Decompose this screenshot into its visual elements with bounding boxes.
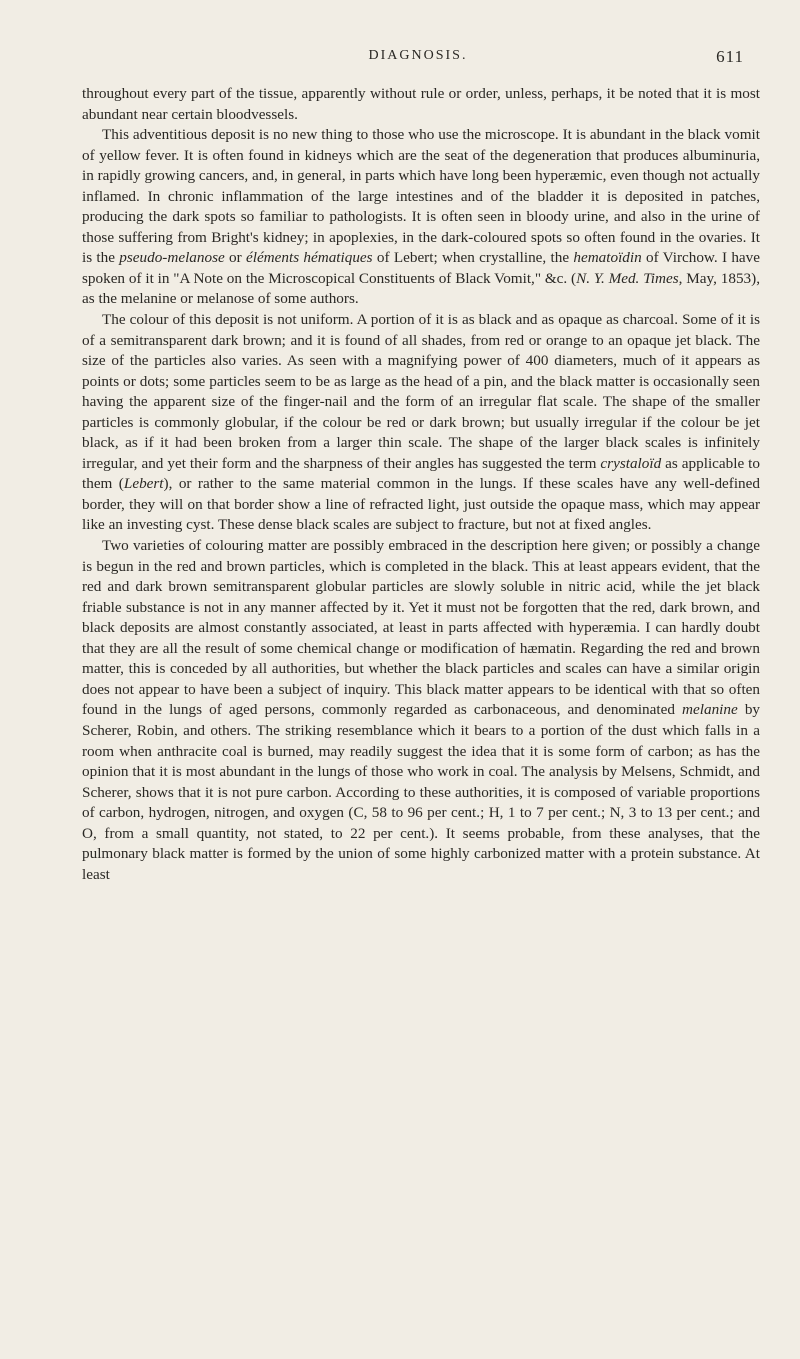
italic-citation: Lebert [123,475,164,493]
paragraph-continued [82,84,760,125]
running-head: DIAGNOSIS. [368,48,468,63]
text-run: by Scherer, Robin, and others. The striking resemblance which it bears to a portion of the dust which falls in a room when anthracite coal is burned, may readily suggest the idea that it is some form of carbon; as has the opinion that it is most abundant in the lungs of those who work in coal. The analysis by Melsens, Schmidt, and Scherer, shows that it is not pure carbon. According to these authorities, it is composed of variable proportions of carbon, hydrogen, nitrogen, and oxygen (C, 58 to 96 per cent.; H, 1 to 7 per cent.; N, 3 to 13 per cent.; and O, from a small quantity, not stated, to 22 per cent.). It seems probable, from these analyses, that the pulmonary black matter is formed by the union of some highly carbonized matter with a protein substance. At least [82,701,761,883]
page-header [82,48,754,70]
text-run: or [224,249,246,267]
text-run: Two varieties of colouring matter are possibly embraced in the description here given; or possibly a change is begun in the red and brown particles, which is completed in the black. This at least appears evident, that the red and dark brown semitransparent globular particles are slowly soluble in nitric acid, while the jet black friable substance is not in any manner affected by it. Yet it must not be forgotten that the red, dark brown, and black deposits are almost constantly associated, at least in parts affected with hyperæmia. I can hardly doubt that they are all the result of some chemical change or modification of hæmatin. Regarding the red and brown matter, this is conceded by all authorities, but whether the black particles and scales can have a similar origin does not appear to have been a subject of inquiry. This black matter appears to be identical with that so often found in the lungs of aged persons, commonly regarded as carbonaceous, and denominated [82,537,760,719]
italic-term: pseudo-melanose [119,249,225,267]
italic-term: crystaloïd [600,454,662,472]
text-run: , May, 1853), as the melanine or melanose of some authors. [82,269,760,308]
italic-term: éléments hématiques [245,249,373,267]
text-run: of Lebert; when crystalline, the [372,249,574,267]
italic-citation: N. Y. Med. Times [576,269,679,287]
text-run: throughout every part of the tissue, apparently without rule or order, unless, perhaps, it be noted that it is most abundant near certain bloodvessels. [82,85,760,123]
text-run: The colour of this deposit is not uniform. A portion of it is as black and as opaque as charcoal. Some of it is of a semitransparent dark brown; and it is found of all shades, from red or orange to an opaque jet black. The size of the particles also varies. As seen with a magnifying power of 400 diameters, much of it appears as points or dots; some particles seem to be as large as the head of a pin, and the black matter is occasionally seen having the apparent size of the finger-nail and the form of an irregular flat scale. The shape of the smaller particles is commonly globular, if the colour be red or dark brown; but usually irregular if the colour be jet black, as if it had been broken from a larger thin scale. The shape of the larger black scales is infinitely irregular, and yet their form and the sharpness of their angles has suggested the term [82,311,760,472]
italic-term: hematoïdin [573,249,642,267]
text-run: ), or rather to the same material common in the lungs. If these scales have any well-defined border, they will on that border show a line of refracted light, just outside the opaque mass, which may appear like an investing cyst. These dense black scales are subject to fracture, but not at fixed angles. [82,475,760,534]
italic-term: melanine [682,701,738,719]
text-run: This adventitious deposit is no new thing to those who use the microscope. It is abundant in the black vomit of yellow fever. It is often found in kidneys which are the seat of the degeneration that produces albuminuria, in rapidly growing cancers, and, in general, in parts which have long been hyperæmic, even though not actually inflamed. In chronic inflammation of the large intestines and of the bladder it is deposited in patches, producing the dark spots so familiar to pathologists. It is often seen in bloody urine, and also in the urine of those suffering from Bright's kidney; in apoplexies, in the dark-coloured spots so often found in the ovaries. It is the [82,126,760,267]
text-run: of Virchow. I have spoken of it in "A Note on the Microscopical Constituents of Black Vomit," &c. ( [82,249,761,287]
text-run: as applicable to them ( [82,454,760,493]
body-text [82,84,760,885]
paragraph-colour [82,310,760,536]
paragraph-varieties [82,536,760,885]
page-number: 611 [716,47,744,66]
paragraph-adventitious-deposit [82,125,760,310]
